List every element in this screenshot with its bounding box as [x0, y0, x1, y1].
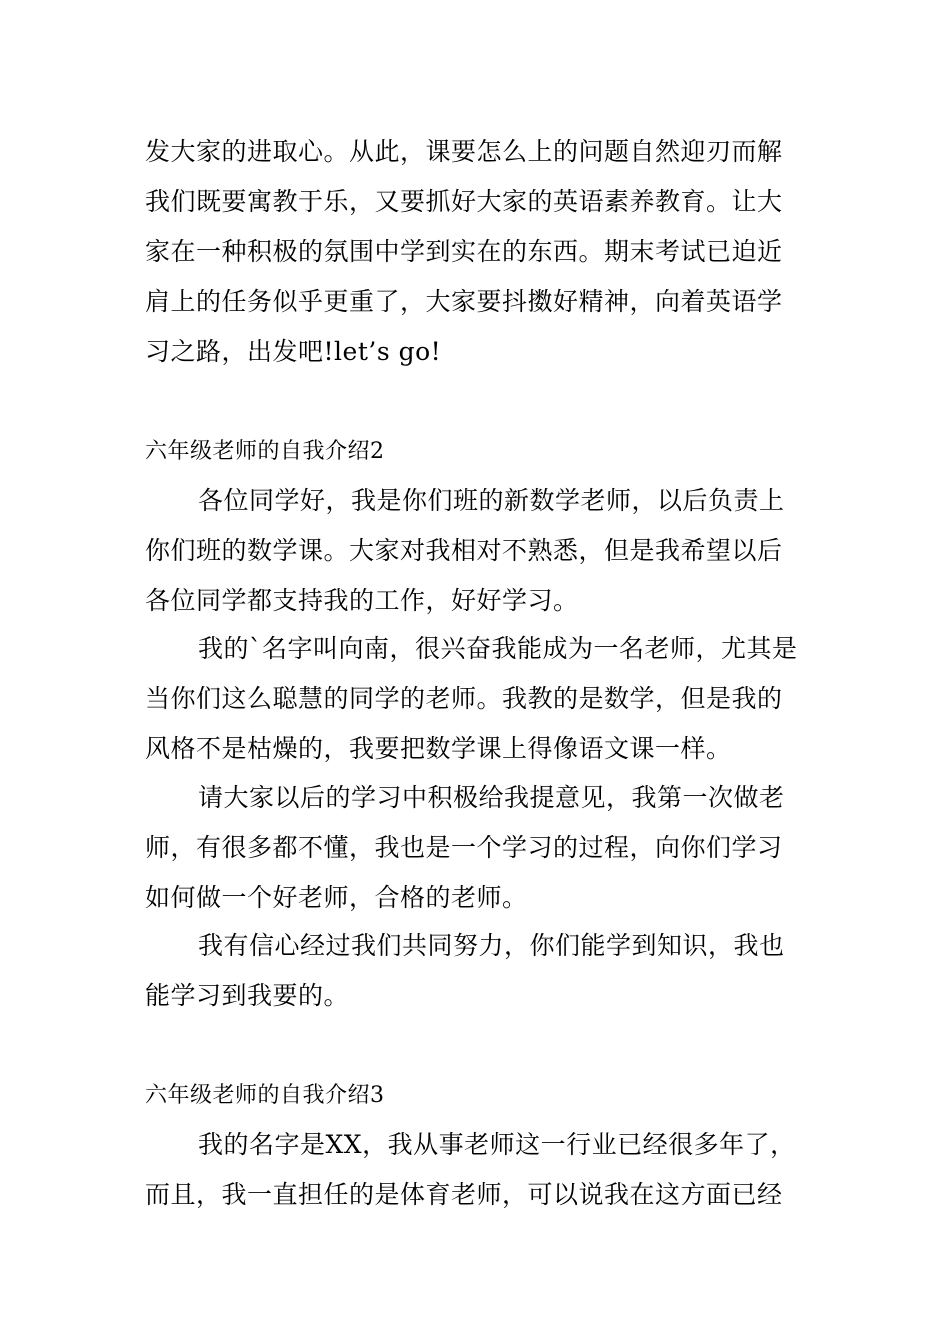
paragraph-line: 发大家的进取心。从此，课要怎么上的问题自然迎刃而解: [145, 137, 783, 166]
paragraph-line: 能学习到我要的。: [145, 981, 350, 1010]
section-heading: 六年级老师的自我介绍2: [145, 439, 385, 464]
paragraph-line: 我们既要寓教于乐，又要抓好大家的英语素养教育。让大: [145, 187, 783, 216]
paragraph-line: 师，有很多都不懂，我也是一个学习的过程，向你们学习: [145, 833, 783, 862]
paragraph-line: 你们班的数学课。大家对我相对不熟悉，但是我希望以后: [145, 536, 783, 565]
paragraph-line: 习之路，出发吧!let’s go!: [145, 337, 442, 366]
paragraph-line: 各位同学好，我是你们班的新数学老师，以后负责上: [198, 486, 785, 515]
paragraph-line: 肩上的任务似乎更重了，大家要抖擞好精神，向着英语学: [145, 287, 783, 316]
paragraph-line: 我的`名字叫向南，很兴奋我能成为一名老师，尤其是: [198, 634, 798, 663]
section-heading: 六年级老师的自我介绍3: [145, 1083, 385, 1108]
paragraph-line: 而且，我一直担任的是体育老师，可以说我在这方面已经: [145, 1180, 783, 1209]
paragraph-line: 我有信心经过我们共同努力，你们能学到知识，我也: [198, 931, 785, 960]
paragraph-line: 如何做一个好老师，合格的老师。: [145, 883, 528, 912]
paragraph-line: 风格不是枯燥的，我要把数学课上得像语文课一样。: [145, 734, 732, 763]
paragraph-line: 请大家以后的学习中积极给我提意见，我第一次做老: [198, 783, 785, 812]
paragraph-line: 我的名字是XX，我从事老师这一行业已经很多年了，: [198, 1130, 796, 1159]
paragraph-line: 家在一种积极的氛围中学到实在的东西。期末考试已迫近: [145, 237, 783, 266]
paragraph-line: 当你们这么聪慧的同学的老师。我教的是数学，但是我的: [145, 684, 783, 713]
paragraph-line: 各位同学都支持我的工作，好好学习。: [145, 586, 579, 615]
